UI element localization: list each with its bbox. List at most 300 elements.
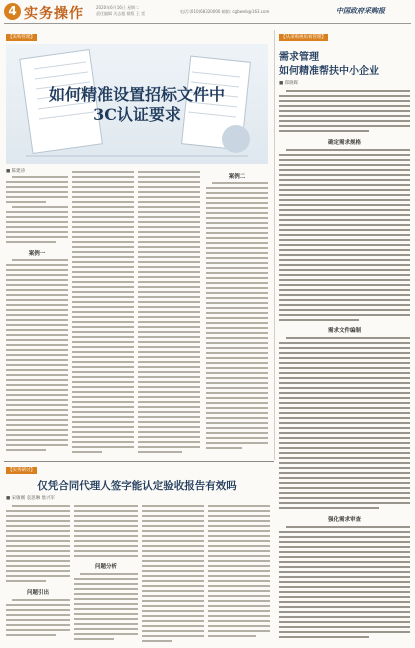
text-line xyxy=(208,515,270,517)
text-line xyxy=(208,505,270,507)
text-line xyxy=(206,417,268,419)
text-line xyxy=(6,399,68,401)
text-line xyxy=(80,573,138,575)
text-line xyxy=(279,447,410,449)
text-line xyxy=(279,546,410,548)
text-line xyxy=(279,427,410,429)
text-line xyxy=(74,583,138,585)
text-line xyxy=(6,329,68,331)
text-line xyxy=(138,446,200,448)
text-line xyxy=(279,596,410,598)
text-line xyxy=(138,281,200,283)
text-line xyxy=(208,595,270,597)
text-line xyxy=(6,520,70,522)
text-line xyxy=(72,276,134,278)
text-line xyxy=(279,551,410,553)
text-line xyxy=(279,357,410,359)
text-line xyxy=(6,384,68,386)
text-line xyxy=(142,600,204,602)
text-line xyxy=(6,424,68,426)
text-line xyxy=(279,229,410,231)
text-line xyxy=(279,576,410,578)
text-line xyxy=(279,581,410,583)
text-line xyxy=(138,431,200,433)
section-title: 实务操作 xyxy=(24,6,84,22)
text-line xyxy=(142,565,204,567)
text-line xyxy=(6,434,68,436)
text-line xyxy=(206,247,268,249)
text-line xyxy=(279,110,410,112)
text-line xyxy=(208,605,270,607)
text-line xyxy=(206,287,268,289)
text-line xyxy=(142,550,204,552)
text-line xyxy=(206,272,268,274)
text-line xyxy=(206,382,268,384)
text-line xyxy=(74,608,138,610)
text-line xyxy=(208,550,270,552)
text-line xyxy=(142,515,204,517)
text-line xyxy=(206,397,268,399)
text-line xyxy=(138,236,200,238)
right-article-title-line2: 如何精准帮扶中小企业 xyxy=(279,66,379,77)
text-line xyxy=(72,251,134,253)
text-line xyxy=(72,366,134,368)
text-line xyxy=(12,176,68,178)
text-line xyxy=(6,294,68,296)
text-line xyxy=(6,429,68,431)
text-line xyxy=(206,252,268,254)
text-line xyxy=(6,419,68,421)
text-line xyxy=(142,580,204,582)
text-line xyxy=(279,417,410,419)
text-line xyxy=(208,635,256,637)
text-line xyxy=(72,376,134,378)
text-line xyxy=(279,571,410,573)
text-line xyxy=(142,510,204,512)
text-line xyxy=(279,636,369,638)
text-line xyxy=(279,397,410,399)
text-line xyxy=(279,621,410,623)
text-line xyxy=(6,449,46,451)
text-line xyxy=(6,629,70,631)
text-line xyxy=(206,342,268,344)
right-article-title-line1: 需求管理 xyxy=(279,52,319,63)
text-line xyxy=(206,222,268,224)
text-line xyxy=(286,90,410,92)
text-line xyxy=(6,565,70,567)
text-line xyxy=(6,604,70,606)
text-line xyxy=(208,545,270,547)
subhead-problem-analysis: 问题分析 xyxy=(94,564,117,570)
text-line xyxy=(138,381,200,383)
text-line xyxy=(142,560,204,562)
text-line xyxy=(142,520,204,522)
text-line xyxy=(6,609,70,611)
right-article-tag: 【从采购视角看管理】 xyxy=(281,35,326,40)
text-line xyxy=(6,560,70,562)
text-line xyxy=(72,431,134,433)
text-line xyxy=(206,307,268,309)
text-line xyxy=(6,535,70,537)
text-line xyxy=(6,570,70,572)
text-line xyxy=(72,231,134,233)
text-line xyxy=(6,404,68,406)
text-line xyxy=(279,482,410,484)
text-line xyxy=(286,526,410,528)
text-line xyxy=(206,337,268,339)
text-line xyxy=(6,409,68,411)
text-line xyxy=(138,296,200,298)
text-line xyxy=(279,477,410,479)
text-line xyxy=(279,407,410,409)
page-number-badge: 4 xyxy=(4,3,21,20)
text-line xyxy=(142,625,204,627)
text-line xyxy=(279,377,410,379)
text-line xyxy=(6,211,68,213)
text-line xyxy=(206,322,268,324)
text-line xyxy=(72,181,134,183)
text-line xyxy=(72,351,134,353)
text-line xyxy=(138,231,200,233)
text-line xyxy=(138,436,200,438)
subhead-review: 强化需求审查 xyxy=(327,517,361,523)
text-line xyxy=(74,540,138,542)
text-line xyxy=(279,154,410,156)
article-title-line1: 如何精准设置招标文件中 xyxy=(48,85,225,104)
text-line xyxy=(72,356,134,358)
text-line xyxy=(72,301,134,303)
text-line xyxy=(72,216,134,218)
text-line xyxy=(72,271,134,273)
text-line xyxy=(279,120,410,122)
text-line xyxy=(142,585,204,587)
text-line xyxy=(206,232,268,234)
text-line xyxy=(279,541,410,543)
text-line xyxy=(6,221,68,223)
text-line xyxy=(279,199,410,201)
text-line xyxy=(206,202,268,204)
text-line xyxy=(206,242,268,244)
text-line xyxy=(72,426,134,428)
text-line xyxy=(72,196,134,198)
text-line xyxy=(12,599,70,601)
text-line xyxy=(138,221,200,223)
text-line xyxy=(279,412,410,414)
text-line xyxy=(279,561,410,563)
text-line xyxy=(279,130,369,132)
text-line xyxy=(138,376,200,378)
text-line xyxy=(206,392,268,394)
text-line xyxy=(138,276,200,278)
subhead-requirements: 确定需求规格 xyxy=(327,140,361,146)
text-line xyxy=(279,556,410,558)
text-line xyxy=(279,279,410,281)
text-line xyxy=(206,187,268,189)
text-line xyxy=(138,361,200,363)
text-line xyxy=(138,441,200,443)
text-line xyxy=(6,369,68,371)
text-line xyxy=(279,309,410,311)
text-line xyxy=(206,267,268,269)
text-line xyxy=(279,467,410,469)
text-line xyxy=(138,191,200,193)
text-line xyxy=(142,620,204,622)
text-line xyxy=(6,555,70,557)
text-line xyxy=(206,437,268,439)
text-line xyxy=(279,507,379,509)
text-line xyxy=(6,319,68,321)
text-line xyxy=(6,614,70,616)
text-line xyxy=(142,525,204,527)
text-line xyxy=(6,231,68,233)
text-line xyxy=(279,189,410,191)
text-line xyxy=(74,515,138,517)
text-line xyxy=(142,610,204,612)
text-line xyxy=(279,274,410,276)
text-line xyxy=(72,386,134,388)
text-line xyxy=(286,337,410,339)
text-line xyxy=(138,316,200,318)
text-line xyxy=(74,603,138,605)
text-line xyxy=(206,407,268,409)
text-line xyxy=(206,377,268,379)
text-line xyxy=(279,472,410,474)
text-line xyxy=(6,284,68,286)
text-line xyxy=(142,630,204,632)
text-line xyxy=(208,555,270,557)
text-line xyxy=(142,535,204,537)
text-line xyxy=(138,261,200,263)
text-line xyxy=(72,266,134,268)
text-line xyxy=(138,351,200,353)
text-line xyxy=(279,125,410,127)
header-meta-date: 2020年6月16日 星期二 xyxy=(96,5,140,10)
text-line xyxy=(72,236,134,238)
text-line xyxy=(72,421,134,423)
article-byline: ■ 陈建涛 xyxy=(6,169,26,174)
text-line xyxy=(208,575,270,577)
text-line xyxy=(142,615,204,617)
text-line xyxy=(6,309,68,311)
text-line xyxy=(142,545,204,547)
text-line xyxy=(6,279,68,281)
text-line xyxy=(72,416,134,418)
text-line xyxy=(208,565,270,567)
text-line xyxy=(72,406,134,408)
text-line xyxy=(279,591,410,593)
text-line xyxy=(6,530,70,532)
text-line xyxy=(6,515,70,517)
text-line xyxy=(72,171,134,173)
text-line xyxy=(206,197,268,199)
text-line xyxy=(142,575,204,577)
text-line xyxy=(206,347,268,349)
text-line xyxy=(72,176,134,178)
text-line xyxy=(138,301,200,303)
text-line xyxy=(279,105,410,107)
text-line xyxy=(72,286,134,288)
text-line xyxy=(72,411,134,413)
text-line xyxy=(286,149,410,151)
text-line xyxy=(138,206,200,208)
text-line xyxy=(138,266,200,268)
text-line xyxy=(208,580,270,582)
text-line xyxy=(6,186,68,188)
text-line xyxy=(74,633,138,635)
text-line xyxy=(279,536,410,538)
text-line xyxy=(279,566,410,568)
text-line xyxy=(206,292,268,294)
text-line xyxy=(72,226,134,228)
text-line xyxy=(208,630,270,632)
text-line xyxy=(72,256,134,258)
text-line xyxy=(208,510,270,512)
text-line xyxy=(208,590,270,592)
text-line xyxy=(279,342,410,344)
text-line xyxy=(72,361,134,363)
text-line xyxy=(138,421,200,423)
text-line xyxy=(279,631,410,633)
text-line xyxy=(6,344,68,346)
text-line xyxy=(6,269,68,271)
text-line xyxy=(279,362,410,364)
header-contact: 电话:(010)68320000 邮箱: cgbweb@163.com xyxy=(180,9,270,14)
text-line xyxy=(6,289,68,291)
text-line xyxy=(74,520,138,522)
text-line xyxy=(279,289,410,291)
text-line xyxy=(279,586,410,588)
text-line xyxy=(6,580,46,582)
text-line xyxy=(138,406,200,408)
text-line xyxy=(279,115,410,117)
text-line xyxy=(279,616,410,618)
text-line xyxy=(138,321,200,323)
text-line xyxy=(279,497,410,499)
text-line xyxy=(208,600,270,602)
text-line xyxy=(6,191,68,193)
text-line xyxy=(279,264,410,266)
text-line xyxy=(142,540,204,542)
text-line xyxy=(208,625,270,627)
text-line xyxy=(206,302,268,304)
text-line xyxy=(6,264,68,266)
text-line xyxy=(6,226,68,228)
text-line xyxy=(279,462,410,464)
text-line xyxy=(72,321,134,323)
text-line xyxy=(6,324,68,326)
text-line xyxy=(138,181,200,183)
text-line xyxy=(74,588,138,590)
text-line xyxy=(279,452,410,454)
subhead-document-prep: 需求文件编制 xyxy=(327,328,361,334)
text-line xyxy=(279,367,410,369)
text-line xyxy=(72,331,134,333)
text-line xyxy=(279,319,359,321)
text-line xyxy=(72,371,134,373)
text-line xyxy=(206,357,268,359)
text-line xyxy=(72,186,134,188)
text-line xyxy=(206,432,268,434)
text-line xyxy=(206,237,268,239)
text-line xyxy=(208,615,270,617)
text-line xyxy=(74,578,138,580)
text-line xyxy=(12,206,68,208)
text-line xyxy=(6,364,68,366)
text-line xyxy=(6,274,68,276)
text-line xyxy=(72,241,134,243)
text-line xyxy=(138,241,200,243)
text-line xyxy=(279,244,410,246)
text-line xyxy=(206,207,268,209)
text-line xyxy=(206,332,268,334)
header-rule xyxy=(4,23,411,24)
column-divider xyxy=(274,30,275,460)
text-line xyxy=(206,367,268,369)
text-line xyxy=(279,95,410,97)
text-line xyxy=(74,613,138,615)
text-line xyxy=(279,611,410,613)
text-line xyxy=(279,432,410,434)
text-line xyxy=(138,186,200,188)
text-line xyxy=(138,226,200,228)
text-line xyxy=(138,251,200,253)
text-line xyxy=(74,505,138,507)
text-line xyxy=(279,234,410,236)
text-line xyxy=(6,619,70,621)
text-line xyxy=(6,545,70,547)
text-line xyxy=(212,182,268,184)
text-line xyxy=(279,387,410,389)
text-line xyxy=(138,311,200,313)
text-line xyxy=(279,159,410,161)
text-line xyxy=(72,296,134,298)
text-line xyxy=(208,525,270,527)
text-line xyxy=(138,271,200,273)
text-line xyxy=(206,427,268,429)
text-line xyxy=(279,219,410,221)
text-line xyxy=(279,100,410,102)
text-line xyxy=(138,411,200,413)
text-line xyxy=(6,389,68,391)
text-line xyxy=(279,601,410,603)
text-line xyxy=(72,281,134,283)
text-line xyxy=(206,282,268,284)
text-line xyxy=(279,457,410,459)
text-line xyxy=(142,635,204,637)
text-line xyxy=(6,349,68,351)
header-meta-editor: 责任编辑 关志超 排版 王 雷 xyxy=(96,11,146,16)
text-line xyxy=(279,372,410,374)
text-line xyxy=(138,256,200,258)
text-line xyxy=(279,487,410,489)
text-line xyxy=(72,206,134,208)
text-line xyxy=(12,259,68,261)
text-line xyxy=(279,174,410,176)
text-line xyxy=(138,176,200,178)
text-line xyxy=(208,620,270,622)
text-line xyxy=(138,366,200,368)
text-line xyxy=(208,570,270,572)
text-line xyxy=(72,336,134,338)
text-line xyxy=(74,623,138,625)
text-line xyxy=(74,555,138,557)
text-line xyxy=(206,362,268,364)
text-line xyxy=(279,606,410,608)
text-line xyxy=(142,570,204,572)
text-line xyxy=(72,341,134,343)
text-line xyxy=(206,422,268,424)
text-line xyxy=(6,354,68,356)
